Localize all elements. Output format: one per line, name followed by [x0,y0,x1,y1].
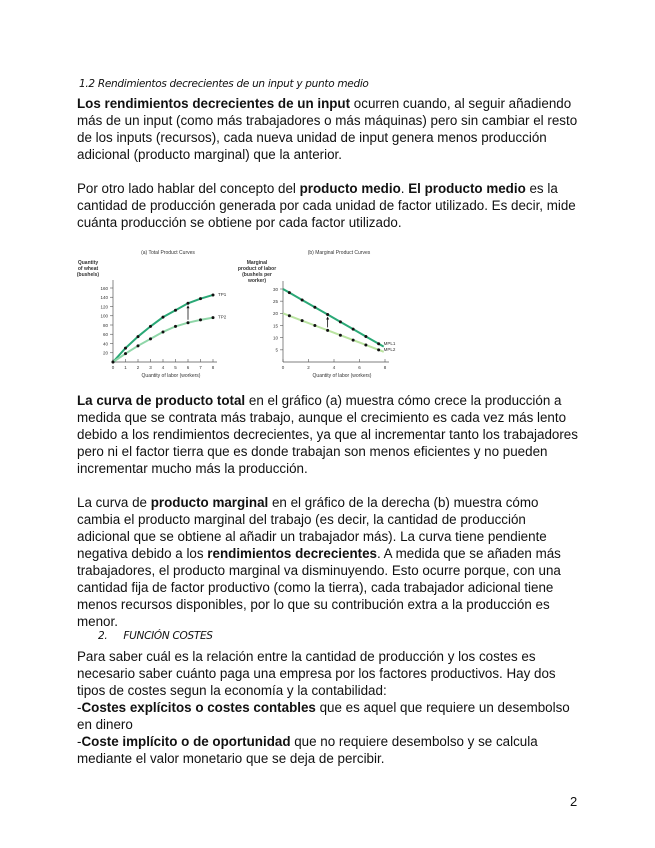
data-point-tp1 [162,316,165,319]
y-tick-label: 20 [102,350,108,356]
x-tick-label: 2 [136,365,140,370]
x-tick-label: 6 [358,365,361,370]
text-segment: Por otro lado hablar del concepto del [77,181,300,196]
data-point-mpl1 [352,328,355,331]
data-point-mpl1 [288,291,291,294]
data-point-tp1 [137,335,140,338]
data-point-tp1 [199,297,202,300]
bold-text: El producto medio [408,181,526,196]
y-axis-label: (bushels) [76,272,100,278]
arrow-head-icon [187,305,190,308]
series-label: TP2 [218,314,227,320]
x-tick-label: 1 [124,365,127,370]
data-point-tp2 [212,316,215,319]
text-segment: La curva de [77,495,151,510]
text-segment: Para saber cuál es la relación entre la cantidad de producción y los costes es necesario saber cuánto paga una empresa por los factores productivos. Hay dos tipos de costes segun la economía y la contabilidad: [77,649,556,698]
section-heading-costs [98,630,213,642]
data-point-tp2 [174,325,177,328]
data-point-tp2 [124,352,127,355]
text-segment: - [77,700,82,715]
y-tick-label: 10 [272,335,278,341]
series-line-mpl1 [283,289,384,347]
data-point-tp2 [149,337,152,340]
paragraph-average-product [77,180,582,231]
bold-text: Costes explícitos o costes contables [81,700,316,715]
y-tick-label: 25 [272,298,278,304]
y-tick-label: 20 [272,311,278,317]
data-point-mpl1 [326,313,329,316]
y-tick-label: 80 [102,322,108,328]
x-tick-label: 4 [332,365,336,370]
data-point-mpl2 [352,339,355,342]
x-tick-label: 0 [281,365,285,370]
marginal-product-chart [235,245,405,385]
y-tick-label: 140 [100,295,108,301]
x-tick-label: 6 [186,365,190,370]
chart-title: (a) Total Product Curves [141,250,195,256]
y-tick-label: 120 [100,304,108,310]
paragraph-diminishing-returns [77,95,582,163]
x-tick-label: 5 [174,365,177,370]
bold-text: La curva de producto total [77,393,246,408]
bold-text: rendimientos decrecientes [207,546,377,561]
y-tick-label: 40 [102,341,108,347]
y-axis-label: Marginal [246,260,268,266]
paragraph-explicit-costs [77,699,582,733]
data-point-mpl1 [301,298,304,301]
section-title: FUNCIÓN COSTES [123,630,213,642]
data-point-mpl2 [326,329,329,332]
page-number: 2 [570,794,578,809]
data-point-mpl1 [313,306,316,309]
data-point-tp1 [174,309,177,312]
section-number: 2. [98,630,108,642]
y-tick-label: 30 [272,286,278,292]
data-point-tp1 [124,347,127,350]
y-axis-label: Quantity [77,260,99,266]
y-tick-label: 5 [275,347,278,353]
series-label: TP1 [218,291,227,297]
x-tick-label: 7 [199,365,202,370]
text-segment: . A medida que se añaden más trabajadores, el producto marginal va disminuyendo. Esto ocurre porque, con una cantidad fija de factor productivo (como la tierra), cada trabajador adicional tiene menos recursos disponibles, por lo que su contribución extra a la producción es menor. [77,546,561,629]
paragraph-costs-intro [77,648,582,699]
data-point-tp1 [187,302,190,305]
data-point-mpl2 [301,319,304,322]
paragraph-total-product [77,392,582,477]
y-tick-label: 160 [100,285,108,291]
y-axis-label: product of labor [237,266,277,272]
data-point-mpl2 [364,343,367,346]
text-segment: . [400,181,409,196]
bold-text: Los rendimientos decrecientes de un input [77,96,351,111]
data-point-mpl2 [377,348,380,351]
bold-text: producto marginal [150,495,269,510]
data-point-mpl2 [313,324,316,327]
y-axis-label: (bushels per [242,272,272,278]
section-heading: 1.2 Rendimientos decrecientes de un input y punto medio [79,78,369,90]
data-point-tp2 [112,361,115,364]
data-point-tp1 [149,325,152,328]
y-tick-label: 15 [272,323,278,329]
text-segment: - [77,734,82,749]
x-tick-label: 3 [149,365,152,370]
data-point-mpl1 [377,342,380,345]
series-line-mpl2 [283,313,384,351]
x-tick-label: 0 [111,365,115,370]
paragraph-implicit-costs [77,733,582,767]
data-point-mpl2 [288,314,291,317]
x-tick-label: 2 [307,365,310,370]
chart-title: (b) Marginal Product Curves [307,250,371,256]
x-tick-label: 8 [383,365,387,370]
data-point-mpl1 [364,335,367,338]
y-tick-label: 60 [102,332,108,338]
x-axis-label: Quantity of labor (workers) [312,373,372,379]
bold-text: producto medio [299,181,401,196]
paragraph-marginal-product [77,494,582,630]
x-tick-label: 8 [211,365,215,370]
data-point-tp2 [187,321,190,324]
data-point-tp2 [162,330,165,333]
text-segment: en el gráfico (a) muestra cómo crece la producción a medida que se contrata más trabajo, aunque el crecimiento es cada vez más lento debido a los rendimientos decrecientes, ya que al incrementar tanto los trabajadores pero ni el factor tierra que es donde trabajan son menos eficientes y no pueden incrementar mucho más la producción. [77,393,578,476]
x-tick-label: 4 [161,365,165,370]
data-point-mpl1 [339,320,342,323]
data-point-tp1 [212,293,215,296]
y-axis-label: of wheat [77,266,99,272]
x-axis-label: Quantity of labor (workers) [141,373,201,379]
text-segment: es la cantidad de producción generada por cada unidad de factor utilizado. Es decir, mide cuánta producción se obtiene por cada factor utilizado. [77,181,576,230]
text-segment: en el gráfico de la derecha (b) muestra cómo cambia el producto marginal del trabajo (es decir, la cantidad de producción adicional que se obtiene al añadir un trabajador más). La curva tiene pendiente negativa debido a los [77,495,547,561]
arrow-head-icon [326,317,329,320]
text-segment: ocurren cuando, al seguir añadiendo más de un input (como más trabajadores o más máquinas) pero sin cambiar el resto de los inputs (recursos), cada nueva unidad de input genera menos producción adicional (producto marginal) que la anterior. [77,96,578,162]
series-label: MPL1 [383,340,396,346]
y-axis-label: worker) [247,278,267,284]
series-label: MPL2 [383,346,396,352]
bold-text: Coste implícito o de oportunidad [81,734,291,749]
data-point-mpl2 [339,334,342,337]
y-tick-label: 100 [100,313,108,319]
text-segment: que no requiere desembolso y se calcula mediante el valor monetario que se deja de percibir. [77,734,538,766]
total-product-chart [75,245,240,385]
text-segment: que es aquel que requiere un desembolso en dinero [77,700,570,732]
data-point-tp2 [199,318,202,321]
data-point-tp2 [137,344,140,347]
series-line-tp2 [113,318,213,362]
